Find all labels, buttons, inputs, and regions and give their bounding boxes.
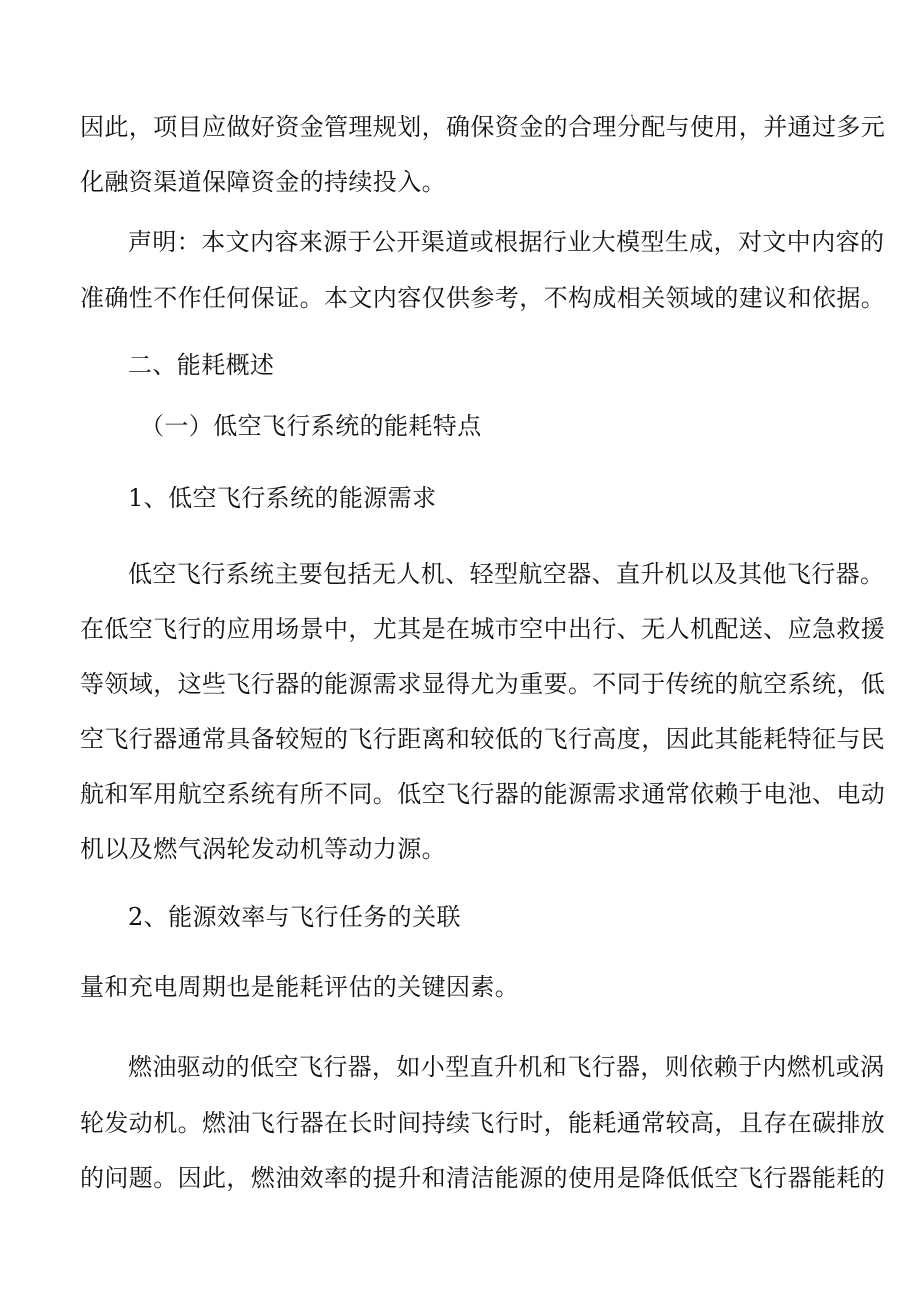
intro-paragraph-line-2: 化融资渠道保障资金的持续投入。 [80,168,446,196]
item-1-paragraph-line-4: 空飞行器通常具备较短的飞行距离和较低的飞行高度，因此其能耗特征与民 [80,725,886,753]
disclaimer-line-2: 准确性不作任何保证。本文内容仅供参考，不构成相关领域的建议和依据。 [80,284,886,312]
disclaimer-line-1: 声明：本文内容来源于公开渠道或根据行业大模型生成，对文中内容的 [128,228,885,256]
item-2-heading: 2、能源效率与飞行任务的关联 [128,903,461,931]
item-1-paragraph-line-6: 机以及燃气涡轮发动机等动力源。 [80,835,446,863]
subsection-heading: （一）低空飞行系统的能耗特点 [140,412,482,440]
item-1-paragraph-line-1: 低空飞行系统主要包括无人机、轻型航空器、直升机以及其他飞行器。 [128,560,885,588]
item-2-paragraph-fragment: 量和充电周期也是能耗评估的关键因素。 [80,973,520,1001]
intro-paragraph-line-1: 因此，项目应做好资金管理规划，确保资金的合理分配与使用，并通过多元 [80,113,886,141]
item-1-paragraph-line-3: 等领域，这些飞行器的能源需求显得尤为重要。不同于传统的航空系统，低 [80,670,886,698]
item-1-paragraph-line-2: 在低空飞行的应用场景中，尤其是在城市空中出行、无人机配送、应急救援 [80,615,886,643]
item-1-heading: 1、低空飞行系统的能源需求 [128,484,437,512]
fuel-paragraph-line-1: 燃油驱动的低空飞行器，如小型直升机和飞行器，则依赖于内燃机或涡 [128,1053,885,1081]
section-heading: 二、能耗概述 [128,351,275,379]
fuel-paragraph-line-2: 轮发动机。燃油飞行器在长时间持续飞行时，能耗通常较高，且存在碳排放 [80,1109,886,1137]
fuel-paragraph-line-3: 的问题。因此，燃油效率的提升和清洁能源的使用是降低低空飞行器能耗的 [80,1164,886,1192]
item-1-paragraph-line-5: 航和军用航空系统有所不同。低空飞行器的能源需求通常依赖于电池、电动 [80,780,886,808]
